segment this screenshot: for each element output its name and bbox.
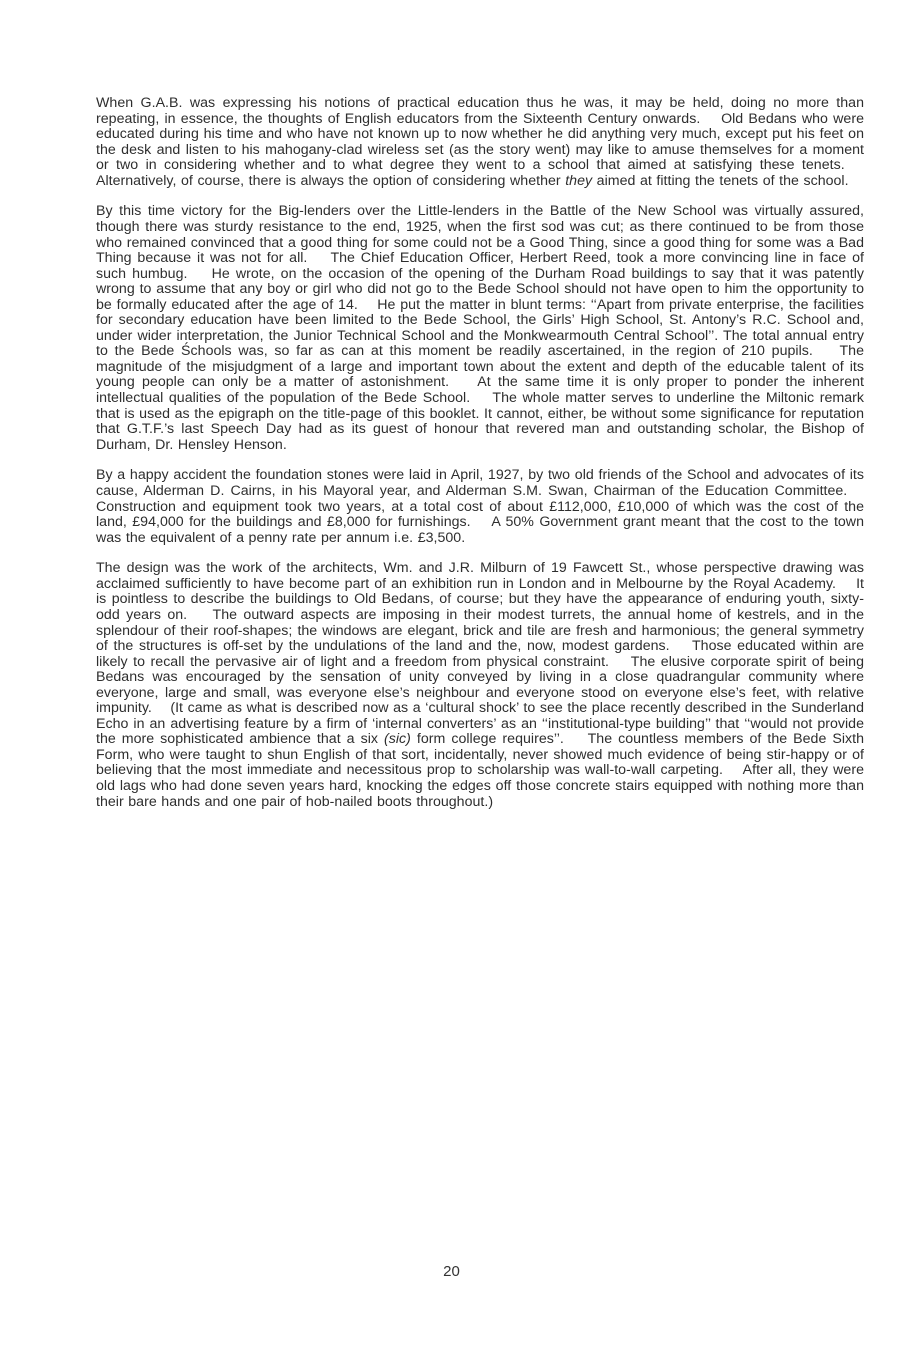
paragraph-battle-of-new-school: By this time victory for the Big-lenders over the Little-lenders in the Battle of the New School was virtually assured, though there was sturdy resistance to the end, 1925, when the first sod was cut; as there continued to be from those who remained convinced that a good thing for some could not be a Good Thing, since a good thing for some was a Bad Thing because it was not for all. The Chief Education Officer, Herbert Reed, took a more convincing line in face of such humbug. He wrote, on the occasion of the opening of the Durham Road buildings to say that it was patently wrong to assume that any boy or girl who did not go to the Bede School should not have open to him the opportunity to be formally educated after the age of 14. He put the matter in blunt terms: ‘‘Apart from private enterprise, the facilities for secondary education have been limited to the Bede School, the Girls’ High School, St. Antony’s R.C. School and, under wider interpretation, the Junior Technical School and the Monkwearmouth Central School’’. The total annual entry to the Bede Śchools was, so far as can at this moment be readily ascertained, in the region of 210 pupils. The magnitude of the misjudgment of a large and important town about the extent and depth of the educable talent of its young people can only be a matter of astonishment. At the same time it is only proper to ponder the inherent intellectual qualities of the population of the Bede School. The whole matter serves to underline the Miltonic remark that is used as the epigraph on the title-page of this booklet. It cannot, either, be without some significance for reputation that G.T.F.’s last Speech Day had as its guest of honour that revered man and outstanding scholar, the Bishop of Durham, Dr. Hensley Henson.: [96, 203, 864, 453]
paragraph-text: The design was the work of the architects, Wm. and J.R. Milburn of 19 Fawcett St., whose perspective drawing was acclaimed sufficiently to have become part of an exhibition run in London and in Melbourne by the Royal Academy. It is pointless to describe the buildings to Old Bedans, of course; but they have the appearance of enduring youth, sixty-odd years on. The outward aspects are imposing in their modest turrets, the annual home of kestrels, and in the splendour of their roof-shapes; the windows are elegant, brick and tile are fresh and harmonious; the general symmetry of the structures is off-set by the undulations of the land and the, now, modest gardens. Those educated within are likely to recall the pervasive air of light and a freedom from physical constraint. The elusive corporate spirit of being Bedans was encouraged by the sensation of unity conveyed by living in a close quadrangular community where everyone, large and small, was everyone else’s neighbour and everyone stood on everyone else’s feet, with relative impunity. (It came as what is described now as a ‘cultural shock’ to see the place recently described in the Sunderland Echo in an advertising feature by a firm of ‘internal converters’ as an ‘‘institutional-type building’’ that ‘‘would not provide the more sophisticated ambience that a six: [96, 560, 864, 748]
paragraph-practical-education: [96, 96, 864, 189]
paragraph-text: aimed at fitting the tenets of the school.: [592, 172, 849, 189]
emphasis-sic: (sic): [383, 731, 411, 748]
page-body: [96, 96, 864, 825]
page-number: 20: [443, 1263, 460, 1280]
paragraph-text: When G.A.B. was expressing his notions of practical education thus he was, it may be held, doing no more than repeating, in essence, the thoughts of English educators from the Sixteenth Century onwards. Old Bedans who were educated during his time and who have not known up to now whether he did anything very much, except put his feet on the desk and listen to his mahogany-clad wireless set (as the story went) may like to amuse themselves for a moment or two in considering whether and to what degree they went to a school that aimed at satisfying these tenets. Alternatively, of course, there is always the option of considering whether: [96, 95, 864, 189]
paragraph-text: form college requires’’. The countless members of the Bede Sixth Form, who were taught to shun English of that sort, incidentally, never showed much evidence of being stir-happy or of believing that the most immediate and necessitous prop to scholarship was wall-to-wall carpeting. After all, they were old lags who had done seven years hard, knocking the edges off those concrete stairs equipped with nothing more than their bare hands and one pair of hob-nailed boots throughout.): [96, 731, 865, 810]
paragraph-design-architects: [96, 561, 864, 810]
paragraph-foundation-stones: By a happy accident the foundation stones were laid in April, 1927, by two old friends of the School and advocates of its cause, Alderman D. Cairns, in his Mayoral year, and Alderman S.M. Swan, Chairman of the Education Committee. Construction and equipment took two years, at a total cost of about £112,000, £10,000 of which was the cost of the land, £94,000 for the buildings and £8,000 for furnishings. A 50% Government grant meant that the cost to the town was the equivalent of a penny rate per annum i.e. £3,500.: [96, 467, 864, 546]
emphasis-they: they: [565, 172, 593, 189]
